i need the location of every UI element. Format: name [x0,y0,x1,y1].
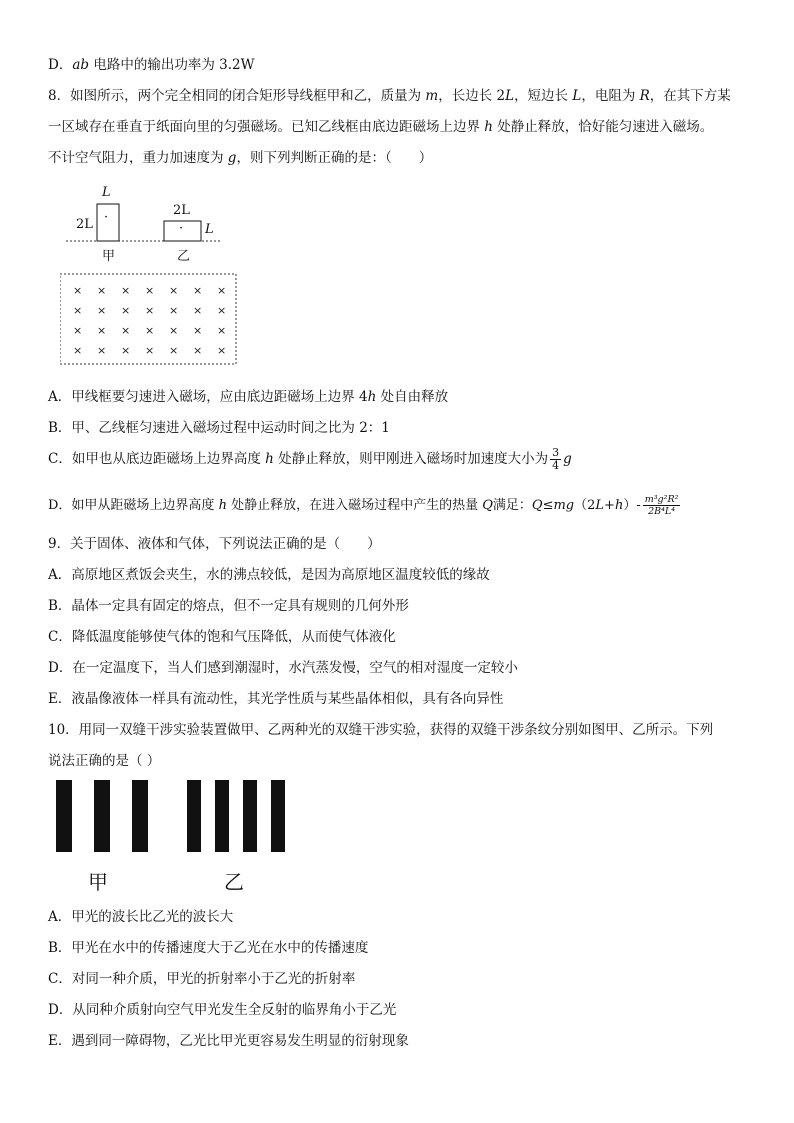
variable: h [614,498,624,513]
q9-option-b: B．晶体一定具有固定的熔点，但不一定具有规则的几何外形 [48,598,409,614]
q7-option-d [48,56,254,74]
text: ，长边长 2 [438,88,506,104]
text: + [604,498,615,513]
field-cross-mark: × [121,324,131,337]
variable: h [265,451,274,467]
field-cross-mark: × [193,324,203,337]
text: 电路中的输出功率为 3.2W [89,57,255,73]
denominator: 4 [552,459,560,472]
q8-option-c [48,447,572,472]
field-cross-mark: × [169,324,179,337]
q8-option-b [48,419,390,437]
text: 处自由释放 [376,389,449,405]
variable: g [227,150,237,166]
field-cross-mark: × [169,304,179,317]
text: ，在其下方某 [649,88,731,104]
fringes-yi [187,780,285,852]
variable: Q [482,498,493,513]
jia-label: 甲 [88,870,108,894]
q8-option-a [48,388,448,406]
field-cross-mark: × [145,284,155,297]
text: 一区域存在垂直于纸面向里的匀强磁场。已知乙线框由底边距磁场上边界 [48,119,485,135]
numerator: 3 [552,446,560,459]
variable: Q [531,498,543,513]
fringes-jia [56,780,148,852]
yi-top-label: 2L [173,203,190,218]
q10-stem-line-1: 10．用同一双缝干涉实验装置做甲、乙两种光的双缝干涉实验，获得的双缝干涉条纹分别如图甲、乙所示。下列 [48,722,714,738]
numerator: m³g²R² [644,494,679,505]
text: 8．如图所示，两个完全相同的闭合矩形导线框甲和乙，质量为 [48,88,426,104]
q10-option-c: C．对同一种介质，甲光的折射率小于乙光的折射率 [48,971,356,987]
field-cross-mark: × [121,304,131,317]
text: 处静止释放，则甲刚进入磁场时加速度大小为 [273,451,549,467]
field-cross-mark: × [217,324,227,337]
q9-option-a: A．高原地区煮饭会夹生，水的沸点较低，是因为高原地区温度较低的缘故 [48,567,490,583]
variable: ab [72,57,90,73]
fringe-bar [187,780,201,852]
q8-stem-line-3 [48,149,432,167]
q8-option-d [48,494,682,517]
field-cross-mark: × [145,324,155,337]
field-cross-mark: × [193,284,203,297]
field-cross-mark: × [145,344,155,357]
text: ≤ [542,498,554,513]
text: A．甲线框要匀速进入磁场，应由底边距磁场上边界 4 [48,389,368,405]
text: 满足： [492,498,532,513]
field-cross-mark: × [121,344,131,357]
jia-label: 甲 [102,249,116,264]
variable: L [572,88,582,104]
field-cross-mark: × [217,284,227,297]
field-cross-mark: × [73,324,83,337]
field-cross-mark: × [97,304,107,317]
q10-option-b: B．甲光在水中的传播速度大于乙光在水中的传播速度 [48,940,369,956]
q10-stem-line-2: 说法正确的是（ ） [48,753,161,769]
variable: L [505,88,515,104]
field-cross-mark: × [217,344,227,357]
variable: mg [553,498,575,513]
fringe-bar [132,780,148,852]
field-cross-mark: × [217,304,227,317]
variable: g [563,451,572,467]
field-cross-mark: × [73,304,83,317]
field-cross-mark: × [193,304,203,317]
variable: h [218,498,227,513]
field-cross-mark: × [169,284,179,297]
yi-dot: · [179,221,184,236]
variable: L [595,498,605,513]
jia-dot: · [104,210,109,225]
fringe-patterns [56,780,296,855]
fringe-bar [215,780,229,852]
jia-top-label: L [102,185,111,200]
text: （2 [574,498,596,513]
field-cross-mark: × [73,344,83,357]
text: B．甲、乙线框匀速进入磁场过程中运动时间之比为 2：1 [48,420,390,436]
variable: h [484,119,493,135]
fringe-bar [243,780,257,852]
variable: h [367,389,377,405]
text: ）- [623,498,641,513]
yi-label: 乙 [224,870,244,894]
q9-option-d: D．在一定温度下，当人们感到潮湿时，水汽蒸发慢，空气的相对湿度一定较小 [48,660,518,676]
text: 处静止释放，恰好能匀速进入磁场。 [493,119,714,135]
field-cross-mark: × [145,304,155,317]
q9-option-e: E．液晶像液体一样具有流动性，其光学性质与某些晶体相似，具有各向异性 [48,691,504,707]
text: 处静止释放，在进入磁场过程中产生的热量 [226,498,483,513]
fraction [643,494,681,517]
text: C．如甲也从底边距磁场上边界高度 [48,451,266,467]
q10-option-e: E．遇到同一障碍物，乙光比甲光更容易发生明显的衍射现象 [48,1033,409,1049]
field-cross-mark: × [97,284,107,297]
variable: m [425,88,439,104]
yi-label: 乙 [177,249,191,264]
yi-right-label: L [205,222,214,237]
q8-stem-line-2 [48,118,713,136]
fringe-bar [56,780,72,852]
fraction [550,447,561,472]
field-cross-mark: × [97,344,107,357]
variable: R [639,88,650,104]
field-cross-mark: × [73,284,83,297]
fringe-bar [271,780,285,852]
text: ，短边长 [514,88,573,104]
q9-stem: 9．关于固体、液体和气体，下列说法正确的是（ ） [48,536,381,552]
q8-stem-line-1 [48,87,731,105]
text: ，则下列判断正确的是：（ ） [236,150,433,166]
jia-left-label: 2L [76,217,93,232]
field-cross-mark: × [193,344,203,357]
q10-option-a: A．甲光的波长比乙光的波长大 [48,909,234,925]
text: 不计空气阻力，重力加速度为 [48,150,228,166]
fringe-bar [94,780,110,852]
q10-figure [56,780,296,895]
field-cross-mark: × [121,284,131,297]
q10-option-d: D．从同种介质射向空气甲光发生全反射的临界角小于乙光 [48,1002,397,1018]
text: D．如甲从距磁场上边界高度 [48,498,219,513]
q8-figure [60,184,250,374]
field-cross-mark: × [97,324,107,337]
field-crosses [73,284,226,357]
q8-figure-svg [60,184,250,374]
q9-option-c: C．降低温度能够使气体的饱和气压降低，从而使气体液化 [48,629,396,645]
text: D． [48,57,73,73]
denominator: 2B⁴L⁴ [648,506,676,517]
text: ，电阻为 [581,88,640,104]
field-cross-mark: × [169,344,179,357]
